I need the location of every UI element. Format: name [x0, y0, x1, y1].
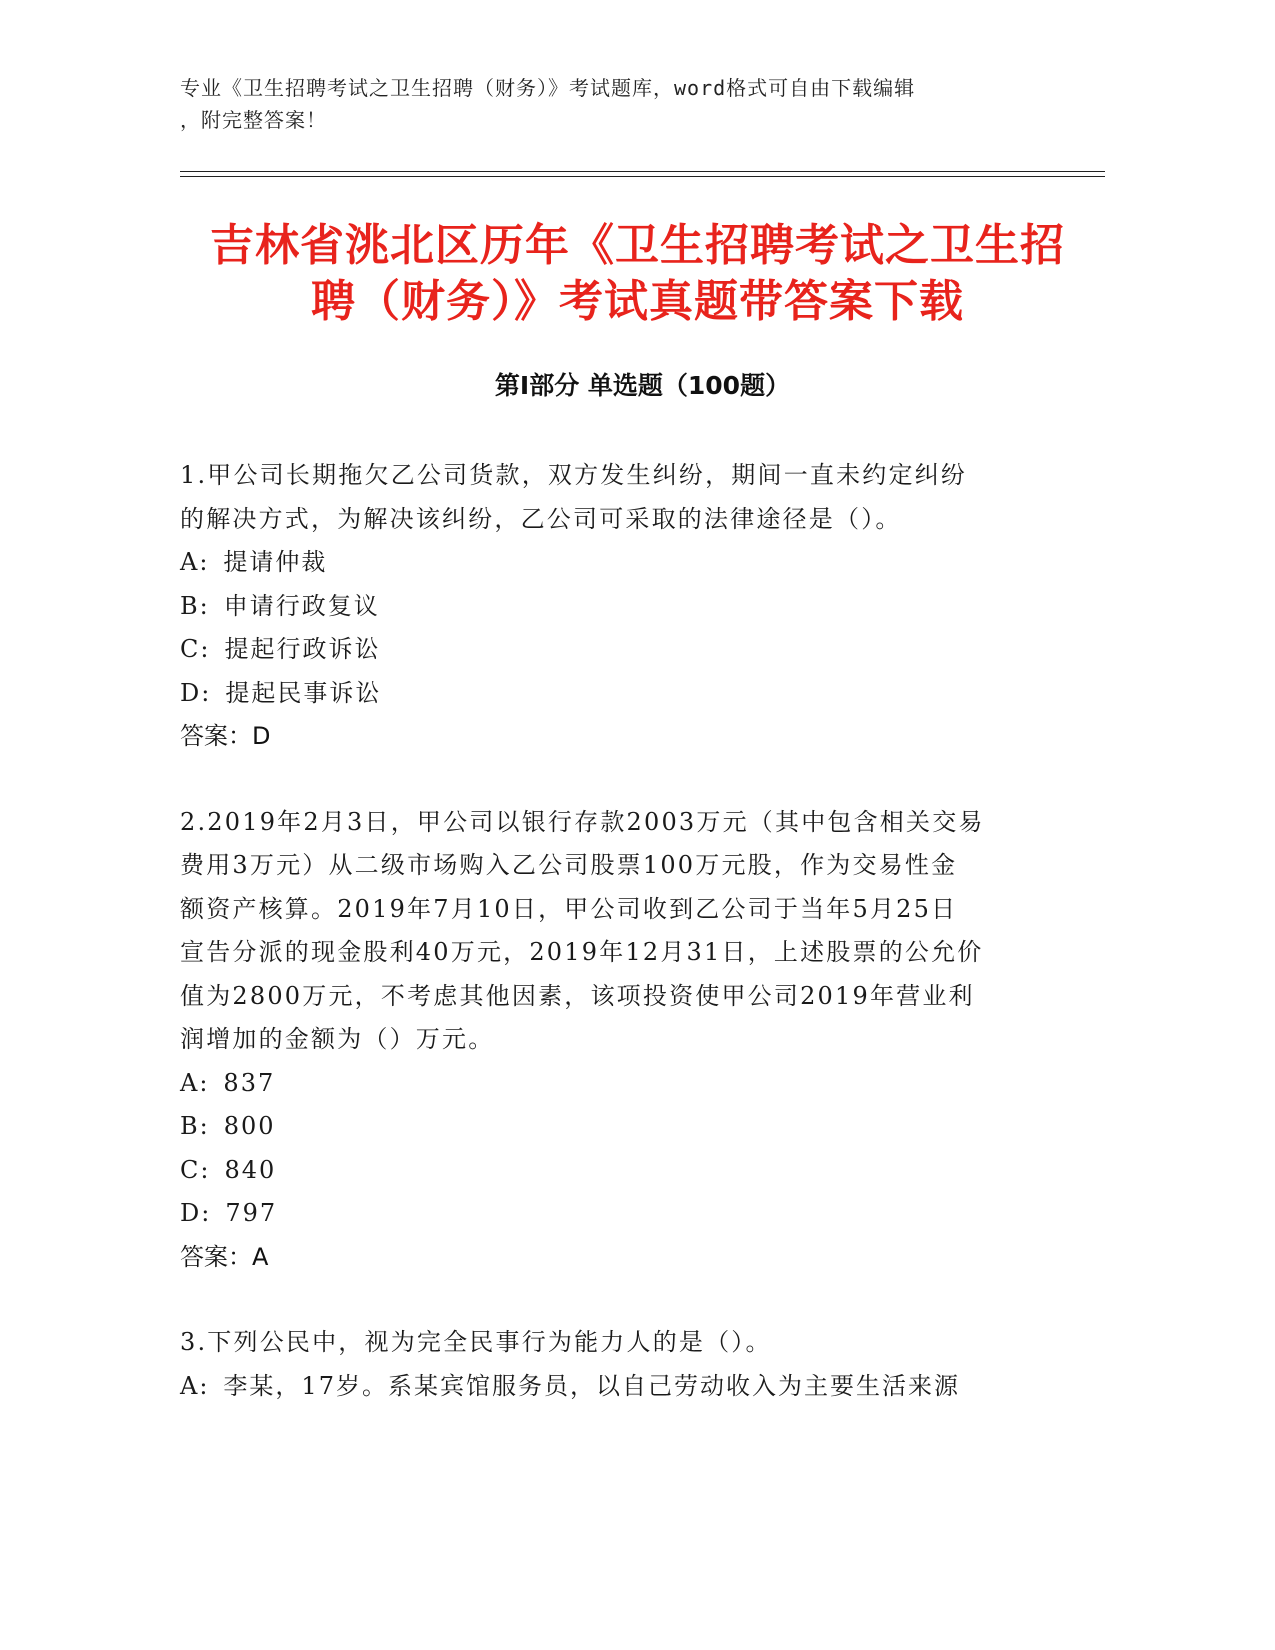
option-text: 840 [224, 1155, 277, 1184]
question-stem-line: 费用3万元）从二级市场购入乙公司股票100万元股，作为交易性金 [180, 851, 958, 879]
header-rule-lower [180, 176, 1105, 177]
option-letter: B: [180, 1112, 210, 1140]
question-stem-line: 3.下列公民中，视为完全民事行为能力人的是（）。 [180, 1328, 772, 1356]
option-text: 李某，17岁。系某宾馆服务员，以自己劳动收入为主要生活来源 [223, 1371, 960, 1400]
answer-value: A [252, 1242, 269, 1271]
option-b [180, 585, 1040, 629]
question-stem-line: 1.甲公司长期拖欠乙公司货款，双方发生纠纷，期间一直未约定纠纷 [180, 461, 968, 489]
option-d [180, 672, 1040, 716]
question-stem-line: 2.2019年2月3日，甲公司以银行存款2003万元（其中包含相关交易 [180, 807, 985, 836]
option-b [180, 1105, 1040, 1149]
option-letter: B: [180, 591, 210, 620]
option-letter: A: [180, 1371, 210, 1400]
option-a [180, 1365, 1040, 1409]
option-text: 提起行政诉讼 [224, 635, 381, 663]
option-letter: A: [180, 548, 210, 576]
option-c [180, 1149, 1040, 1193]
document-title [150, 218, 1125, 330]
header-note-line-2: ，附完整答案！ [180, 108, 327, 132]
question-3 [180, 1321, 1040, 1408]
option-a [180, 1062, 1040, 1106]
question-stem-line: 的解决方式，为解决该纠纷，乙公司可采取的法律途径是（）。 [180, 504, 902, 533]
question-stem-line: 额资产核算。2019年7月10日，甲公司收到乙公司于当年5月25日 [180, 894, 958, 923]
title-line-1: 吉林省洮北区历年《卫生招聘考试之卫生招 [210, 220, 1065, 271]
question-stem-line: 润增加的金额为（）万元。 [180, 1025, 495, 1053]
option-letter: D: [180, 678, 212, 707]
header-note [180, 72, 1040, 136]
option-text: 797 [225, 1199, 278, 1227]
answer-line [180, 715, 1040, 759]
section-heading: 第Ⅰ部分 单选题（100题） [494, 371, 791, 400]
option-text: 800 [223, 1112, 276, 1140]
option-letter: A: [180, 1068, 210, 1097]
option-a [180, 541, 1040, 585]
option-d [180, 1192, 1040, 1236]
question-stem-line: 宣告分派的现金股利40万元，2019年12月31日，上述股票的公允价 [180, 938, 984, 966]
option-text: 提起民事诉讼 [225, 678, 382, 707]
question-2 [180, 801, 1040, 1280]
option-letter: C: [180, 1155, 211, 1184]
header-note-line-1: 专业《卫生招聘考试之卫生招聘（财务）》考试题库，word格式可自由下载编辑 [180, 76, 916, 100]
option-text: 提请仲裁 [223, 548, 328, 576]
question-stem-line: 值为2800万元，不考虑其他因素，该项投资使甲公司2019年营业利 [180, 981, 975, 1010]
answer-value: D [252, 722, 271, 750]
question-list [180, 454, 1040, 1450]
option-text: 申请行政复议 [223, 591, 380, 620]
question-1 [180, 454, 1040, 759]
option-letter: C: [180, 635, 211, 663]
answer-label: 答案： [180, 1242, 252, 1271]
answer-label: 答案： [180, 722, 252, 750]
answer-line [180, 1236, 1040, 1280]
title-line-2: 聘（财务）》考试真题带答案下载 [311, 276, 964, 327]
option-c [180, 628, 1040, 672]
header-rule-upper [180, 171, 1105, 172]
option-text: 837 [223, 1068, 276, 1097]
option-letter: D: [180, 1199, 212, 1227]
